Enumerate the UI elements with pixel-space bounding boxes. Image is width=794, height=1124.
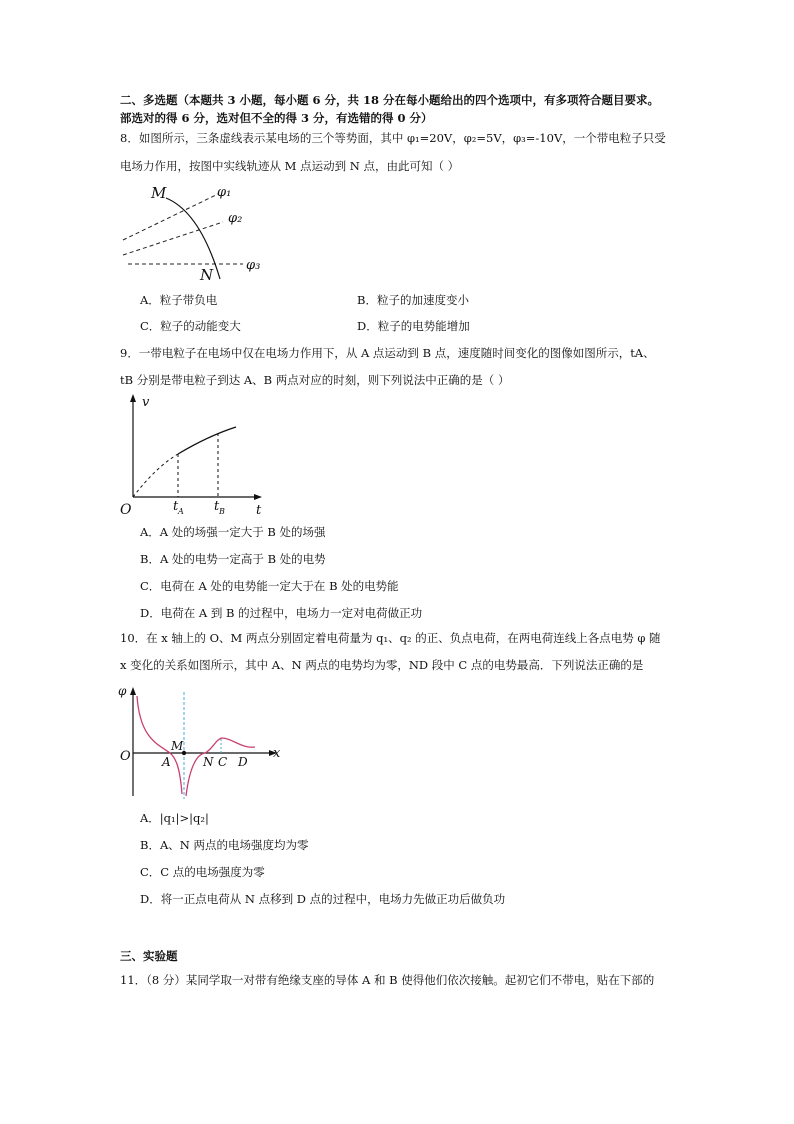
- q10-option-d: D．将一正点电荷从 N 点移到 D 点的过程中，电场力先做正功后做负功: [140, 892, 506, 906]
- q10-stem-line1: 10．在 x 轴上的 O、M 两点分别固定着电荷量为 q₁、q₂ 的正、负点电荷，在两电荷连线上各点电势 φ 随: [120, 631, 661, 645]
- origin-label: O: [120, 502, 132, 518]
- q9-option-d: D．电荷在 A 到 B 的过程中，电场力一定对电荷做正功: [140, 606, 423, 620]
- tick-tb-label: t: [214, 499, 220, 514]
- q8-option-a: A．粒子带负电: [140, 293, 218, 307]
- equipotential-line-phi1: [123, 194, 218, 240]
- q8-option-c: C．粒子的动能变大: [140, 319, 241, 333]
- origin-label: O: [120, 749, 131, 764]
- label-d: D: [238, 755, 248, 769]
- q9-stem-line1: 9．一带电粒子在电场中仅在电场力作用下，从 A 点运动到 B 点，速度随时间变化的图像如图所示，tA、: [120, 346, 655, 360]
- q11-stem-line1: 11．（8 分）某同学取一对带有绝缘支座的导体 A 和 B 使得他们依次接触。起初它们不带电，贴在下部的: [120, 973, 655, 987]
- tick-ta-label: t: [173, 499, 179, 514]
- axis-v-label: v: [142, 395, 150, 410]
- v-axis-arrow: [130, 394, 136, 402]
- axis-x-label: x: [273, 746, 281, 761]
- label-n: N: [200, 266, 214, 284]
- axis-phi-label: φ: [118, 684, 127, 698]
- label-c: C: [218, 755, 228, 769]
- label-phi1: φ₁: [217, 185, 232, 200]
- label-m: M: [171, 739, 184, 753]
- label-a: A: [162, 755, 171, 769]
- section-heading-line2: 部选对的得 6 分，选对但不全的得 3 分，有选错的得 0 分）: [120, 111, 433, 125]
- velocity-curve: [178, 427, 236, 454]
- q8-option-b: B．粒子的加速度变小: [357, 293, 469, 307]
- q9-velocity-time-graph: [118, 392, 268, 517]
- q10-option-a: A．|q₁|>|q₂|: [140, 811, 209, 825]
- q8-stem-line1: 8．如图所示，三条虚线表示某电场的三个等势面，其中 φ₁=20V，φ₂=5V，φ₃=-10V，一个带电粒子只受: [120, 131, 666, 145]
- label-m: M: [151, 184, 167, 202]
- section3-heading: 三、实验题: [120, 949, 178, 963]
- q9-option-b: B．A 处的电势一定高于 B 处的电势: [140, 552, 326, 566]
- q9-stem-line2: tB 分别是带电粒子到达 A、B 两点对应的时刻，则下列说法中正确的是（ ）: [120, 373, 510, 387]
- q9-option-a: A．A 处的场强一定大于 B 处的场强: [140, 525, 326, 539]
- phi-axis-arrow: [130, 687, 136, 695]
- velocity-curve-dashed: [133, 454, 178, 497]
- q10-option-c: C．C 点的电场强度为零: [140, 865, 265, 879]
- q8-stem-line2: 电场力作用，按图中实线轨迹从 M 点运动到 N 点，由此可知（ ）: [120, 159, 460, 173]
- equipotential-line-phi2: [123, 222, 223, 255]
- q10-potential-graph: [118, 684, 288, 804]
- q9-option-c: C．电荷在 A 处的电势能一定大于在 B 处的电势能: [140, 579, 399, 593]
- tick-ta-sub: A: [178, 507, 184, 516]
- q10-stem-line2: x 变化的关系如图所示，其中 A、N 两点的电势均为零，ND 段中 C 点的电势最高．下列说法正确的是: [120, 658, 644, 672]
- label-phi2: φ₂: [228, 211, 243, 226]
- section-heading-line1: 二、多选题（本题共 3 小题，每小题 6 分，共 18 分在每小题给出的四个选项中，有多项符合题目要求。: [120, 93, 660, 107]
- tick-tb-sub: B: [219, 507, 225, 516]
- t-axis-arrow: [254, 494, 262, 500]
- q10-option-b: B．A、N 两点的电场强度均为零: [140, 838, 309, 852]
- q8-option-d: D．粒子的电势能增加: [357, 319, 470, 333]
- axis-t-label: t: [256, 503, 262, 518]
- label-phi3: φ₃: [246, 258, 261, 273]
- q8-equipotential-figure: [118, 180, 278, 285]
- label-n: N: [203, 755, 214, 769]
